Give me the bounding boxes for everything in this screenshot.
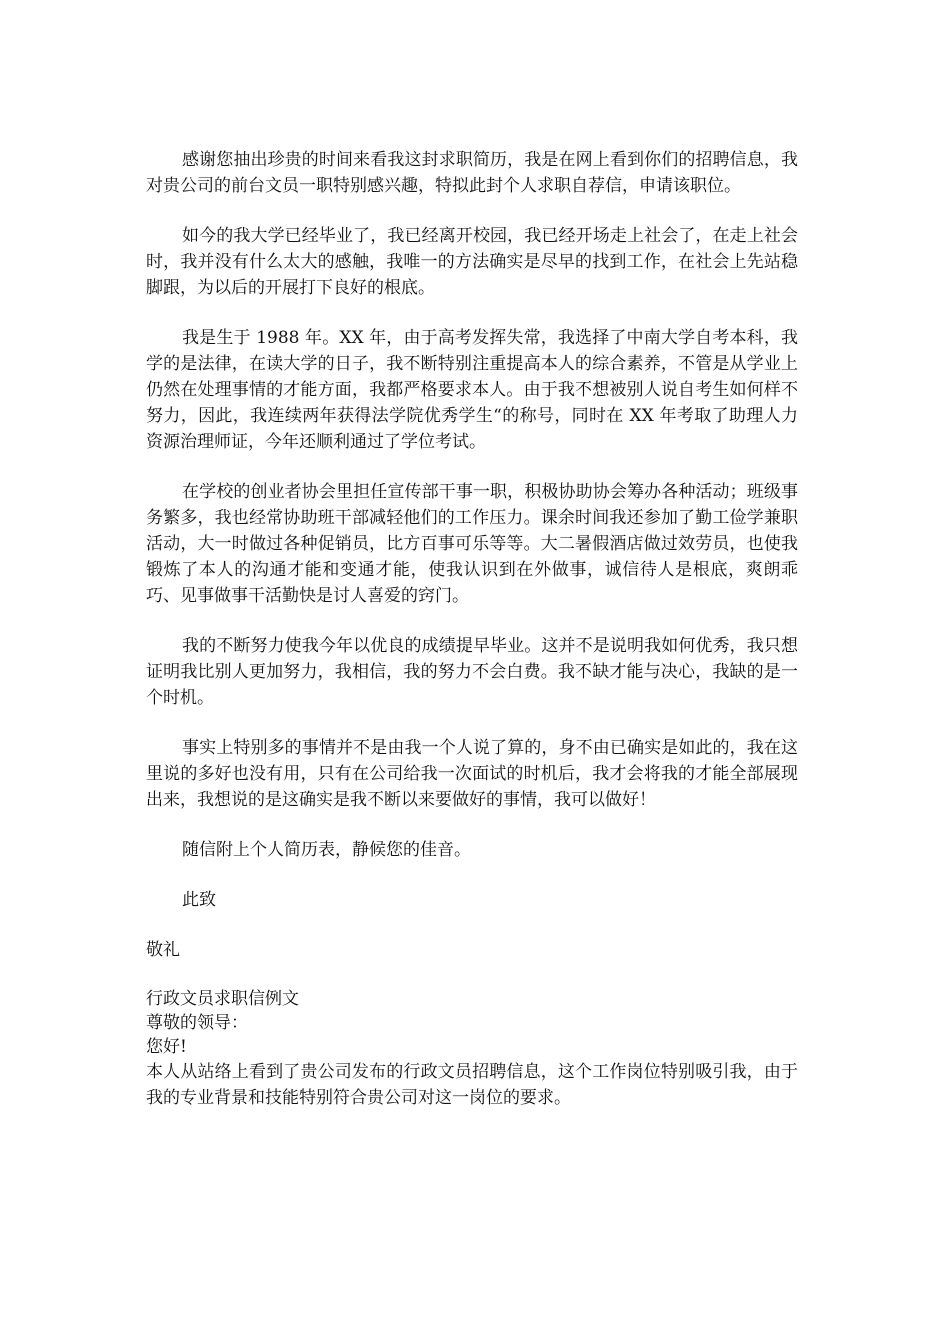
letter-regards: 敬礼: [146, 940, 180, 960]
letter-paragraph-7: 随信附上个人简历表，静候您的佳音。: [182, 840, 471, 860]
second-letter-body: 本人从站络上看到了贵公司发布的行政文员招聘信息，这个工作岗位特别吸引我，由于我的专业背景和技能特别符合贵公司对这一岗位的要求。: [146, 1062, 798, 1108]
letter-paragraph-5: 我的不断努力使我今年以优良的成绩提早毕业。这并不是说明我如何优秀，我只想证明我比别人更加努力，我相信，我的努力不会白费。我不缺才能与决心，我缺的是一个时机。: [146, 636, 798, 708]
letter-paragraph-6: 事实上特别多的事情并不是由我一个人说了算的，身不由已确实是如此的，我在这里说的多好也没有用，只有在公司给我一次面试的时机后，我才会将我的才能全部展现出来，我想说的是这确实是我不断以来要做好的事情，我可以做好！: [146, 738, 798, 810]
letter-paragraph-1: 感谢您抽出珍贵的时间来看我这封求职简历，我是在网上看到你们的招聘信息，我对贵公司的前台文员一职特别感兴趣，特拟此封个人求职自荐信，申请该职位。: [146, 150, 798, 196]
second-letter-salutation: 尊敬的领导：: [146, 1013, 248, 1033]
document-page: [146, 147, 798, 1111]
second-letter-greeting: 您好!: [146, 1037, 187, 1057]
letter-closing: 此致: [182, 890, 216, 910]
letter-paragraph-3: 我是生于 1988 年。XX 年，由于高考发挥失常，我选择了中南大学自考本科，我学的是法律，在读大学的日子，我不断特别注重提高本人的综合素养，不管是从学业上仍然在处理事情的才能方面，我都严格要求本人。由于我不想被别人说自考生如何样不努力，因此，我连续两年获得法学院优秀学生“的称号，同时在 XX 年考取了助理人力资源治理师证，今年还顺利通过了学位考试。: [146, 328, 798, 452]
second-letter-title: 行政文员求职信例文: [146, 989, 299, 1009]
letter-paragraph-4: 在学校的创业者协会里担任宣传部干事一职，积极协助协会筹办各种活动；班级事务繁多，我也经常协助班干部减轻他们的工作压力。课余时间我还参加了勤工俭学兼职活动，大一时做过各种促销员，比方百事可乐等等。大二暑假酒店做过效劳员，也使我锻炼了本人的沟通才能和变通才能，使我认识到在外做事，诚信待人是根底，爽朗乖巧、见事做事干活勤快是讨人喜爱的窍门。: [146, 482, 798, 606]
letter-paragraph-2: 如今的我大学已经毕业了，我已经离开校园，我已经开场走上社会了，在走上社会时，我并没有什么太大的感触，我唯一的方法确实是尽早的找到工作，在社会上先站稳脚跟，为以后的开展打下良好的根底。: [146, 226, 798, 298]
